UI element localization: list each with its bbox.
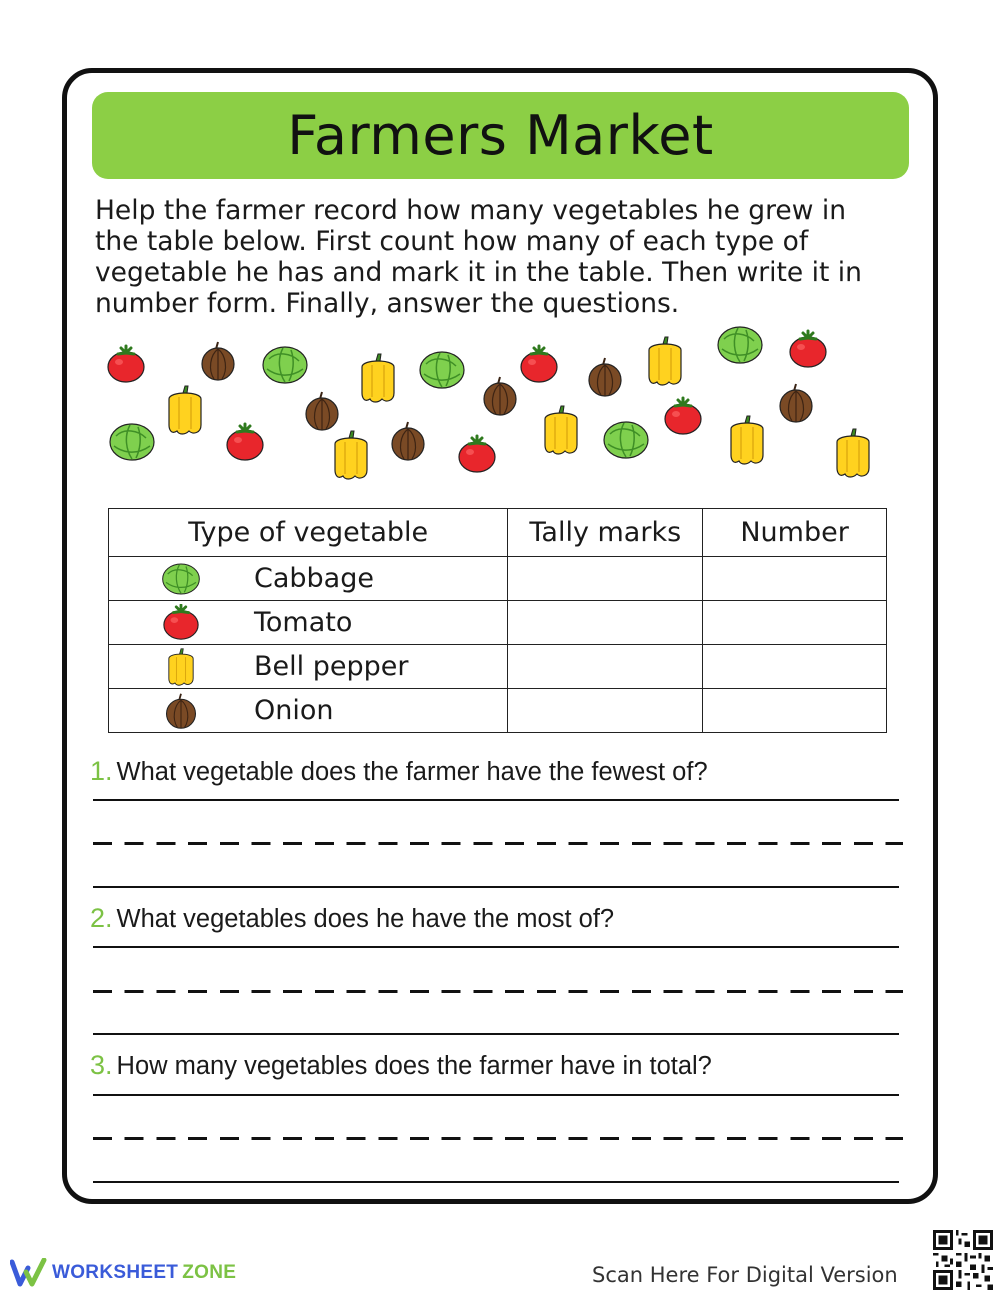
question-3 <box>90 1050 712 1081</box>
vegetable-label: Onion <box>254 694 334 726</box>
number-cell[interactable] <box>703 557 887 601</box>
qr-code-icon[interactable] <box>932 1230 994 1290</box>
scan-instruction: Scan Here For Digital Version <box>592 1263 898 1287</box>
answer-line-midline <box>93 990 903 993</box>
answer-line-top[interactable] <box>93 799 899 801</box>
table-row <box>109 557 887 601</box>
onion-icon <box>161 692 201 730</box>
tally-cell[interactable] <box>508 601 703 645</box>
header-tally: Tally marks <box>508 509 703 557</box>
worksheet-zone-logo[interactable] <box>10 1258 236 1288</box>
tally-cell[interactable] <box>508 645 703 689</box>
table-header-row <box>109 509 887 557</box>
question-number: 3. <box>90 1050 113 1080</box>
header-number: Number <box>703 509 887 557</box>
type-cell <box>109 557 508 601</box>
answer-line-base[interactable] <box>93 1181 899 1183</box>
question-1 <box>90 756 708 787</box>
answer-line-base[interactable] <box>93 886 899 888</box>
answer-line-midline <box>93 842 903 845</box>
tally-table <box>108 508 887 733</box>
answer-line-base[interactable] <box>93 1033 899 1035</box>
answer-line-midline <box>93 1137 903 1140</box>
tally-cell[interactable] <box>508 689 703 733</box>
question-number: 2. <box>90 903 113 933</box>
type-cell <box>109 645 508 689</box>
answer-line-top[interactable] <box>93 946 899 948</box>
cabbage-icon <box>161 560 201 598</box>
page-title: Farmers Market <box>287 104 714 167</box>
question-text: What vegetable does the farmer have the fewest of? <box>116 758 708 786</box>
vegetable-label: Cabbage <box>254 562 374 594</box>
title-banner <box>92 92 909 179</box>
bell-pepper-icon <box>161 648 201 686</box>
table-row <box>109 645 887 689</box>
answer-line-top[interactable] <box>93 1094 899 1096</box>
number-cell[interactable] <box>703 645 887 689</box>
question-number: 1. <box>90 756 113 786</box>
brand-name-part2: ZONE <box>182 1262 237 1283</box>
logo-mark-icon <box>10 1258 48 1288</box>
table-row <box>109 689 887 733</box>
number-cell[interactable] <box>703 601 887 645</box>
vegetable-label: Bell pepper <box>254 650 409 682</box>
header-type: Type of vegetable <box>109 509 508 557</box>
table-row <box>109 601 887 645</box>
vegetable-label: Tomato <box>254 606 353 638</box>
question-text: What vegetables does he have the most of? <box>116 905 615 933</box>
tally-cell[interactable] <box>508 557 703 601</box>
question-2 <box>90 903 614 934</box>
instructions-text: Help the farmer record how many vegetables he grew in the table below. First count how many of each type of vegetable he has and mark it in the table. Then write it in number form. Finally, answer the questions. <box>95 195 862 319</box>
number-cell[interactable] <box>703 689 887 733</box>
tomato-icon <box>161 604 201 642</box>
type-cell <box>109 689 508 733</box>
type-cell <box>109 601 508 645</box>
brand-name-part1: WORKSHEET <box>52 1262 179 1283</box>
question-text: How many vegetables does the farmer have in total? <box>116 1052 712 1080</box>
